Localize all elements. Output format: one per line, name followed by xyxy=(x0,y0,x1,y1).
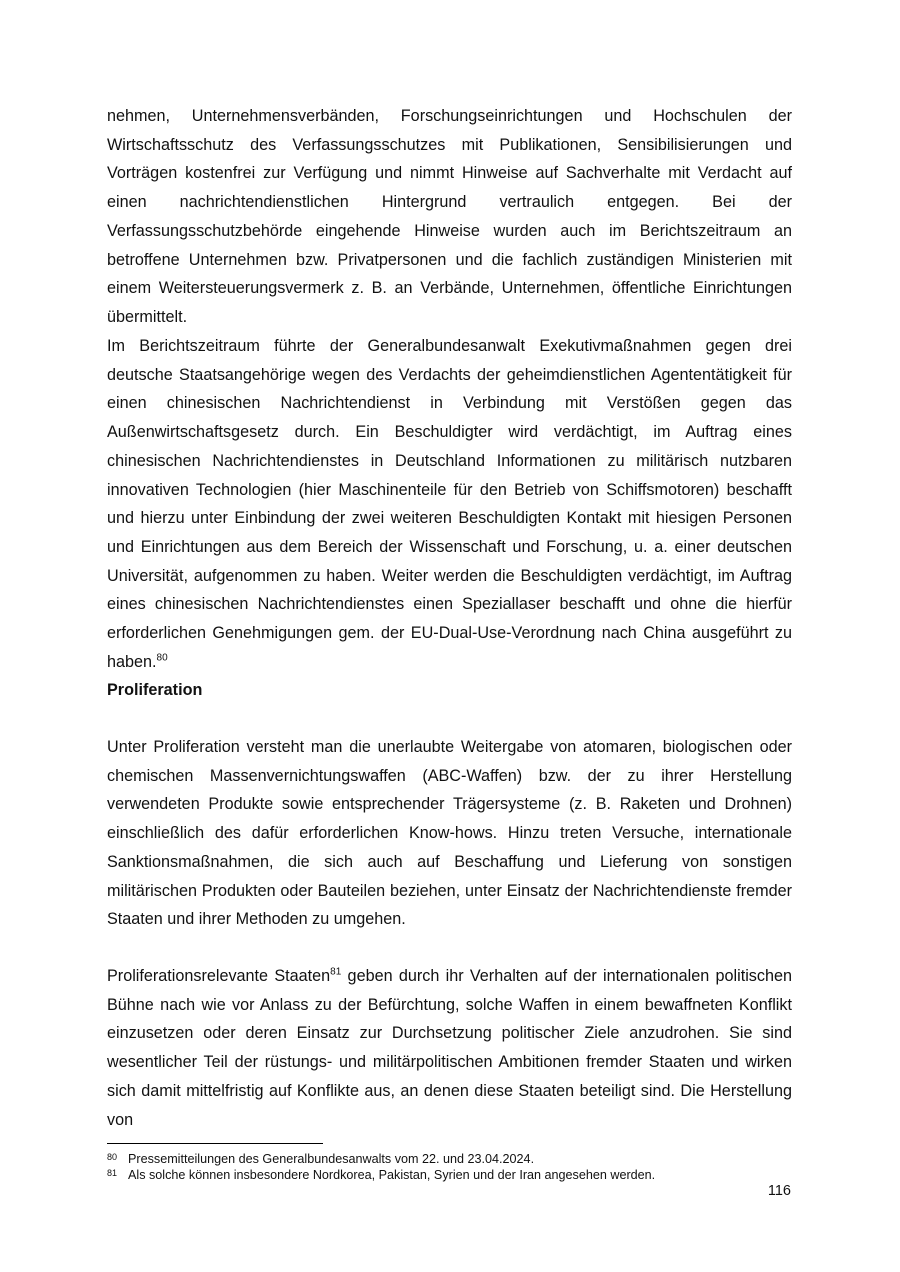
footnote-80 xyxy=(107,1151,792,1167)
paragraph-generalbundesanwalt xyxy=(107,332,792,676)
paragraph-text: Unter Proliferation versteht man die unerlaubte Weitergabe von atomaren, biologischen oder chemischen Massenvernichtungswaffen (ABC-Waffen) bzw. der zu ihrer Herstellung verwendeten Produkte sowie entsprechender Trägersysteme (z. B. Raketen und Drohnen) einschließlich des dafür erforderlichen Know-hows. Hinzu treten Versuche, internationale Sanktionsmaßnahmen, die sich auch auf Beschaffung und Lieferung von sonstigen militärischen Produkten oder Bauteilen beziehen, unter Einsatz der Nachrichtendienste fremder Staaten und ihrer Methoden zu umgehen. xyxy=(107,738,792,929)
footnote-number: 80 xyxy=(107,1152,118,1162)
paragraph-text: Im Berichtszeitraum führte der Generalbundesanwalt Exekutivmaßnahmen gegen drei deutsche Staatsangehörige wegen des Verdachts der geheimdienstlichen Agententätigkeit für einen chinesischen Nachrichtendienst in Verbindung mit Verstößen gegen das Außenwirtschaftsgesetz durch. Ein Beschuldigter wird verdächtigt, im Auftrag eines chinesischen Nachrichtendienstes in Deutschland Informationen zu militärisch nutzbaren innovativen Technologien (hier Maschinenteile für den Betrieb von Schiffsmotoren) beschafft und hierzu unter Einbindung der zwei weiteren Beschuldigten Kontakt mit hiesigen Personen und Einrichtungen aus dem Bereich der Wissenschaft und Forschung, u. a. einer deutschen Universität, aufgenommen zu haben. Weiter werden die Beschuldigten verdächtigt, im Auftrag eines chinesischen Nachrichtendienstes einen Speziallaser beschafft und ohne die hierfür erforderlichen Genehmigungen gem. der EU-Dual-Use-Verordnung nach China ausgeführt zu haben. xyxy=(107,337,792,671)
footnote-text: Pressemitteilungen des Generalbundesanwalts vom 22. und 23.04.2024. xyxy=(128,1152,535,1166)
footnote-reference[interactable]: 81 xyxy=(330,966,342,978)
paragraph-wirtschaftsschutz xyxy=(107,102,792,332)
page-number: 116 xyxy=(767,1183,791,1199)
section-heading: Proliferation xyxy=(107,681,203,699)
footnote-text: Als solche können insbesondere Nordkorea, Pakistan, Syrien und der Iran angesehen werden. xyxy=(128,1168,656,1182)
paragraph-text: Proliferationsrelevante Staaten xyxy=(107,967,331,985)
footnote-81 xyxy=(107,1167,792,1183)
footnote-separator xyxy=(107,1143,323,1144)
paragraph-proliferation-definition xyxy=(107,733,792,934)
paragraph-text: geben durch ihr Verhalten auf der internationalen politischen Bühne nach wie vor Anlass zu der Befürchtung, solche Waffen in einem bewaffneten Konflikt einzusetzen oder deren Einsatz zur Durchsetzung politischer Ziele anzudrohen. Sie sind wesentlicher Teil der rüstungs- und militärpolitischen Ambitionen fremder Staaten und wirken sich damit mittelfristig auf Konflikte aus, an denen diese Staaten beteiligt sind. Die Herstellung von xyxy=(107,967,792,1129)
footnote-number: 81 xyxy=(107,1168,118,1178)
paragraph-proliferationsrelevante-staaten xyxy=(107,962,792,1134)
paragraph-text: nehmen, Unternehmensverbänden, Forschungseinrichtungen und Hochschulen der Wirtschaftsschutz des Verfassungsschutzes mit Publikationen, Sensibilisierungen und Vorträgen kostenfrei zur Verfügung und nimmt Hinweise auf Sachverhalte mit Verdacht auf einen nachrichtendienstlichen Hintergrund vertraulich entgegen. Bei der Verfassungsschutzbehörde eingehende Hinweise wurden auch im Berichtszeitraum an betroffene Unternehmen bzw. Privatpersonen und die fachlich zuständigen Ministerien mit einem Weitersteuerungsvermerk z. B. an Verbände, Unternehmen, öffentliche Einrichtungen übermittelt. xyxy=(107,107,792,326)
footnote-reference[interactable]: 80 xyxy=(156,652,168,664)
